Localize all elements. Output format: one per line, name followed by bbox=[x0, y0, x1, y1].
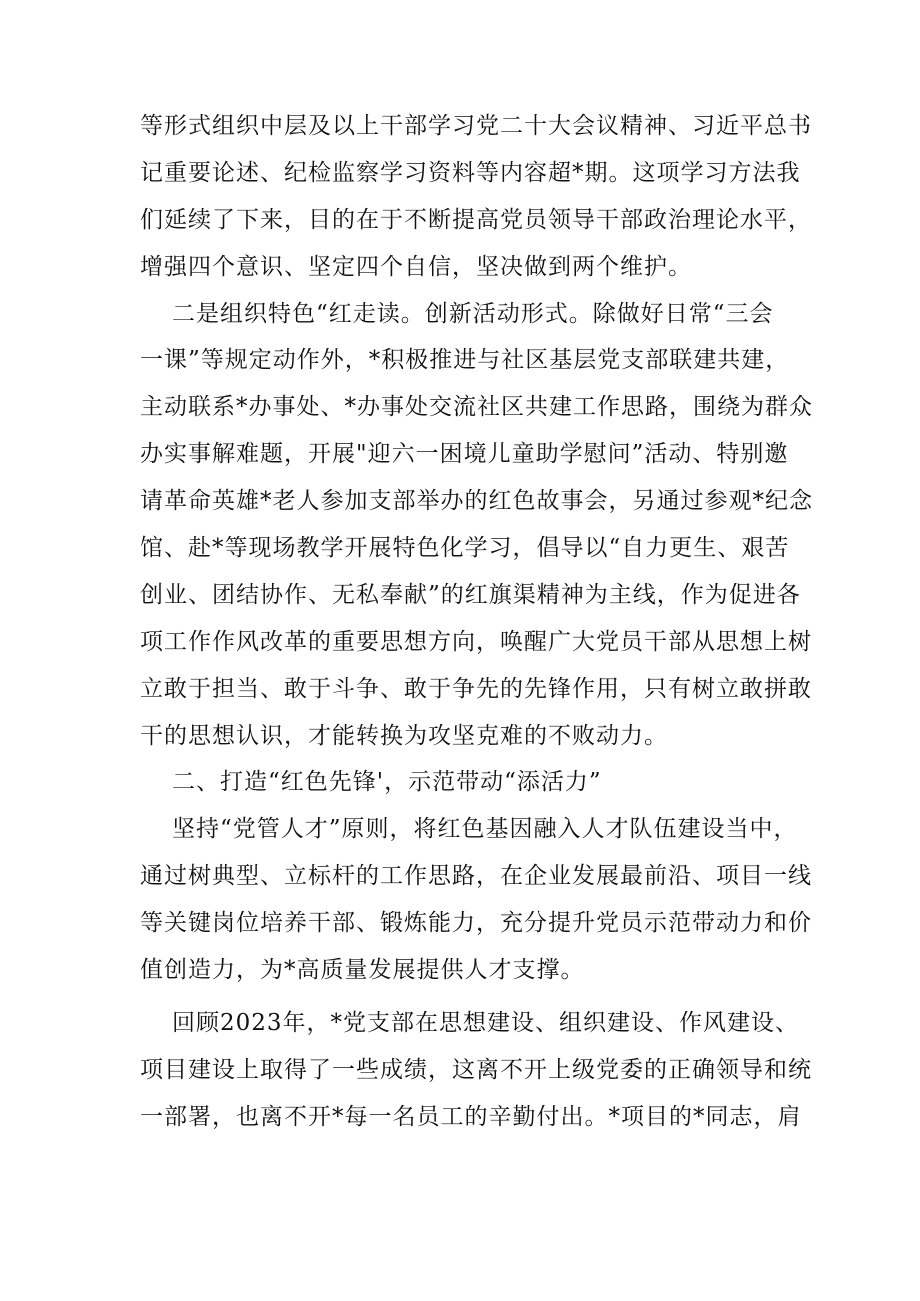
text-line: 记重要论述、纪检监察学习资料等内容超*期。这项学习方法我 bbox=[140, 159, 801, 186]
text-line: 创业、团结协作、无私奉献”的红旗渠精神为主线，作为促进各 bbox=[140, 581, 801, 608]
text-line: 请革命英雄*老人参加支部举办的红色故事会，另通过参观*纪念 bbox=[140, 488, 813, 515]
text-line: 一课”等规定动作外，*积极推进与社区基层党支部联建共建， bbox=[140, 347, 790, 374]
text-line: 等关键岗位培养干部、锻炼能力，充分提升党员示范带动力和价 bbox=[140, 910, 812, 937]
text-line: 等形式组织中层及以上干部学习党二十大会议精神、习近平总书 bbox=[140, 113, 812, 139]
text-line: 值创造力，为*高质量发展提供人才支撑。 bbox=[140, 957, 585, 984]
paragraph-start-line: 二是组织特色“红走读。创新活动形式。除做好日常“三会 bbox=[172, 300, 774, 327]
document-body bbox=[140, 103, 813, 1141]
text-line: 们延续了下来，目的在于不断提高党员领导干部政治理论水平， bbox=[140, 206, 812, 233]
text-line: 项目建设上取得了一些成绩，这离不开上级党委的正确领导和统 bbox=[140, 1056, 812, 1083]
text-line: 主动联系*办事处、*办事处交流社区共建工作思路，围绕为群众 bbox=[140, 394, 813, 421]
text-line: 一部署，也离不开*每一名员工的辛勤付出。*项目的*同志，肩 bbox=[140, 1103, 802, 1130]
text-line: 增强四个意识、坚定四个自信，坚决做到两个维护。 bbox=[140, 253, 692, 280]
text-line: 馆、赴*等现场教学开展特色化学习，倡导以“自力更生、艰苦 bbox=[140, 535, 790, 562]
text-line: 办实事解难题，开展"迎六一困境儿童助学慰问”活动、特别邀 bbox=[140, 441, 789, 468]
text-line: 干的思想认识，才能转换为攻坚克难的不败动力。 bbox=[140, 722, 668, 749]
text-line: 项工作作风改革的重要思想方向，唤醒广大党员干部从思想上树 bbox=[140, 628, 812, 655]
text-line: 立敢于担当、敢于斗争、敢于争先的先锋作用，只有树立敢拼敢 bbox=[140, 675, 812, 702]
paragraph-start-line: 回顾2023年，*党支部在思想建设、组织建设、作风建设、 bbox=[172, 1009, 800, 1036]
text-line: 通过树典型、立标杆的工作思路，在企业发展最前沿、项目一线 bbox=[140, 863, 812, 890]
section-heading: 二、打造“红色先锋'，示范带动“添活力” bbox=[172, 769, 602, 796]
paragraph-start-line: 坚持“党管人才”原则，将红色基因融入人才队伍建设当中， bbox=[172, 816, 798, 843]
